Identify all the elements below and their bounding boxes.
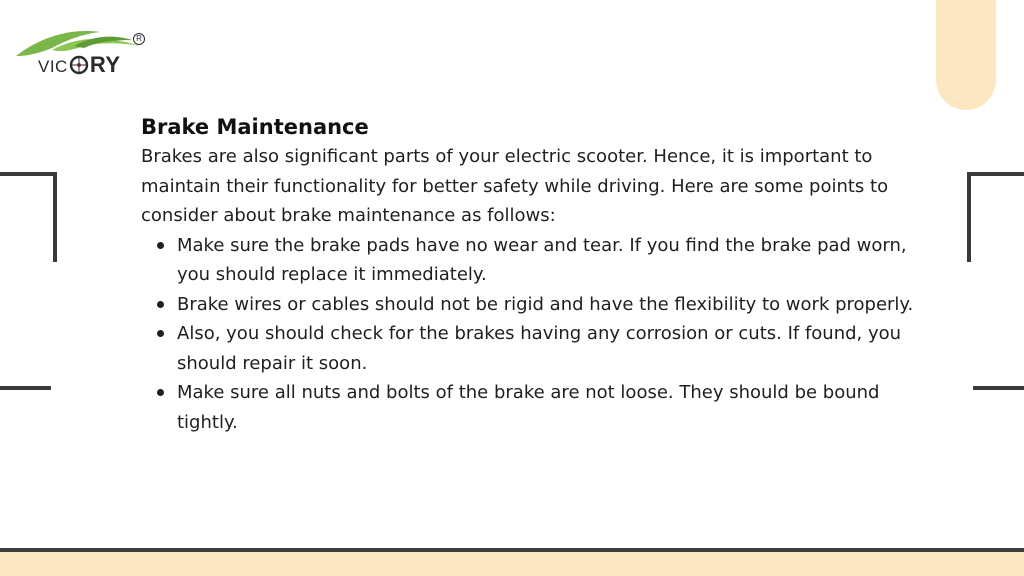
content-block xyxy=(141,112,941,437)
bullet-list xyxy=(141,231,941,438)
registered-mark: R xyxy=(133,33,145,45)
decorative-top-tab xyxy=(936,0,996,110)
right-bracket-top xyxy=(967,172,1024,176)
section-intro: Brakes are also significant parts of your electric scooter. Hence, it is important to maintain their functionality for better safety while driving. Here are some points to consider about brake maintenance as follows: xyxy=(141,146,889,226)
footer-band xyxy=(0,548,1024,576)
bullet-item: Make sure the brake pads have no wear and tear. If you find the brake pad worn, you should replace it immediately. xyxy=(177,231,941,290)
bullet-item: Brake wires or cables should not be rigid and have the flexibility to work properly. xyxy=(177,290,941,320)
left-bracket-bottom xyxy=(0,386,51,390)
right-bracket-bottom xyxy=(973,386,1024,390)
right-bracket-side xyxy=(967,172,971,262)
logo-text-prefix: VIC xyxy=(38,57,68,76)
logo-text-suffix: RY xyxy=(89,52,121,77)
left-bracket-top xyxy=(0,172,57,176)
section-title: Brake Maintenance xyxy=(141,115,369,139)
bullet-item: Make sure all nuts and bolts of the brake are not loose. They should be bound tightly. xyxy=(177,378,941,437)
logo-wordmark xyxy=(38,52,121,78)
left-bracket-side xyxy=(53,172,57,262)
wheel-icon xyxy=(69,55,89,75)
bullet-item: Also, you should check for the brakes having any corrosion or cuts. If found, you should repair it soon. xyxy=(177,319,941,378)
